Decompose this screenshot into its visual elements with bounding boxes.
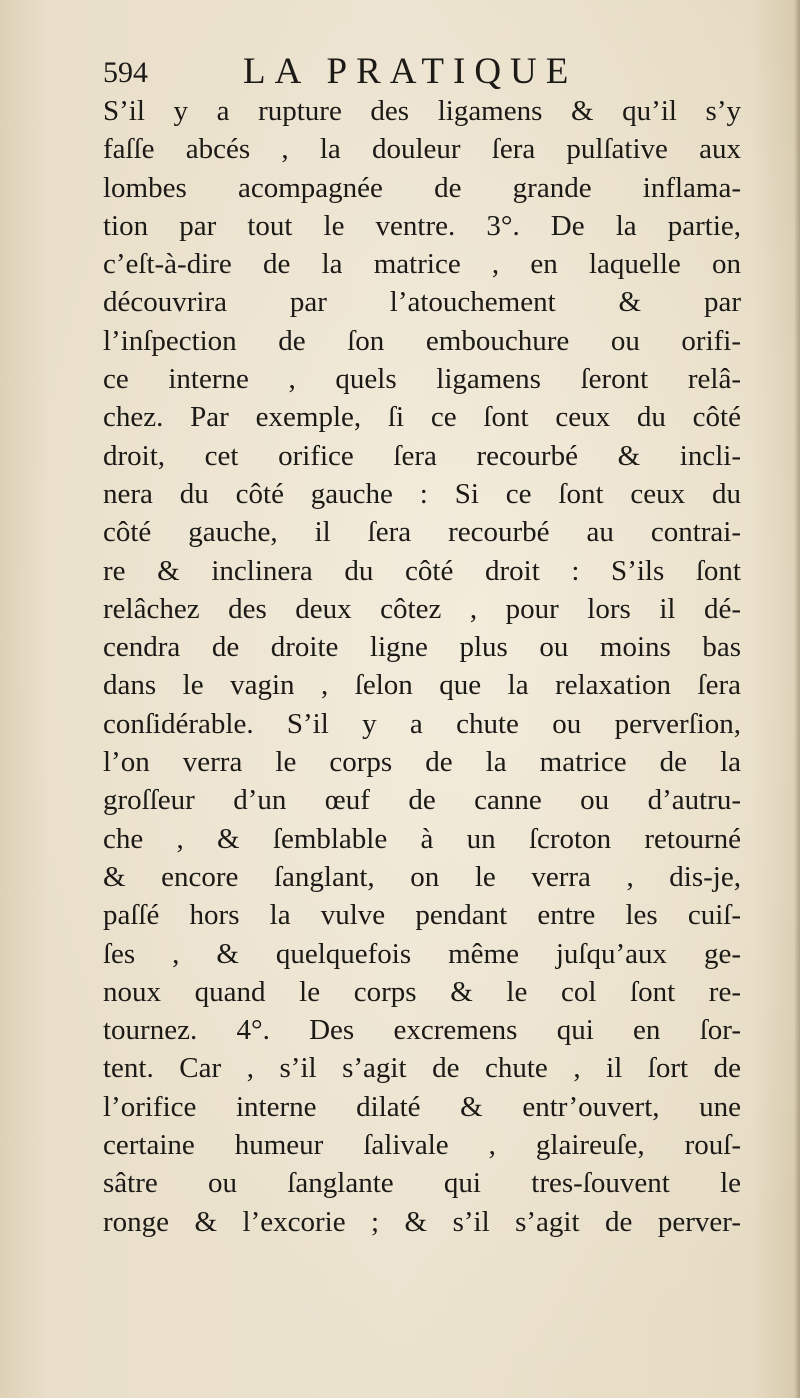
text-line: S’il y a rupture des ligamens & qu’il s’y — [103, 95, 741, 127]
text-line: l’orifice interne dilaté & entr’ouvert, une — [103, 1090, 741, 1123]
text-line: chez. Par exemple, ſi ce ſont ceux du côté — [103, 401, 741, 434]
text-line: tournez. 4°. Des excremens qui en ſor- — [103, 1014, 741, 1047]
text-line: dans le vagin , ſelon que la relaxation ſera — [103, 669, 741, 702]
text-line: tion par tout le ventre. 3°. De la partie, — [103, 209, 741, 242]
text-line: lombes acompagnée de grande inflama- — [103, 171, 741, 204]
text-line: relâchez des deux côtez , pour lors il dé- — [103, 592, 741, 625]
text-line: certaine humeur ſalivale , glaireuſe, rouſ- — [103, 1129, 741, 1162]
text-line: & encore ſanglant, on le verra , dis-je, — [103, 860, 741, 893]
text-line: ſes , & quelquefois même juſqu’aux ge- — [103, 937, 741, 970]
text-line: cendra de droite ligne plus ou moins bas — [103, 631, 741, 664]
text-line: découvrira par l’atouchement & par — [103, 286, 741, 319]
running-head: LA PRATIQUE — [243, 51, 578, 92]
text-line: faſſe abcés , la douleur ſera pulſative aux — [103, 133, 741, 166]
text-line: conſidérable. S’il y a chute ou perverſion, — [103, 707, 741, 740]
text-line: ronge & l’excorie ; & s’il s’agit de perver- — [103, 1205, 741, 1238]
text-line: nera du côté gauche : Si ce ſont ceux du — [103, 477, 741, 510]
text-line: paſſé hors la vulve pendant entre les cuiſ- — [103, 899, 741, 932]
text-line: re & inclinera du côté droit : S’ils ſont — [103, 554, 741, 587]
text-line: ce interne , quels ligamens ſeront relâ- — [103, 363, 741, 396]
body-text — [103, 92, 741, 1241]
text-line: noux quand le corps & le col ſont re- — [103, 975, 741, 1008]
page-edge-shadow — [794, 0, 800, 1398]
text-line: droit, cet orifice ſera recourbé & incli- — [103, 439, 741, 472]
text-line: tent. Car , s’il s’agit de chute , il ſort de — [103, 1052, 741, 1085]
text-line: côté gauche, il ſera recourbé au contrai- — [103, 516, 741, 549]
page-number: 594 — [103, 56, 148, 89]
text-line: che , & ſemblable à un ſcroton retourné — [103, 822, 741, 855]
text-line: groſſeur d’un œuf de canne ou d’autru- — [103, 784, 741, 817]
text-line: c’eſt-à-dire de la matrice , en laquelle on — [103, 248, 741, 281]
text-line: sâtre ou ſanglante qui tres-ſouvent le — [103, 1167, 741, 1200]
text-line: l’on verra le corps de la matrice de la — [103, 746, 741, 779]
text-line: l’inſpection de ſon embouchure ou orifi- — [103, 324, 741, 357]
